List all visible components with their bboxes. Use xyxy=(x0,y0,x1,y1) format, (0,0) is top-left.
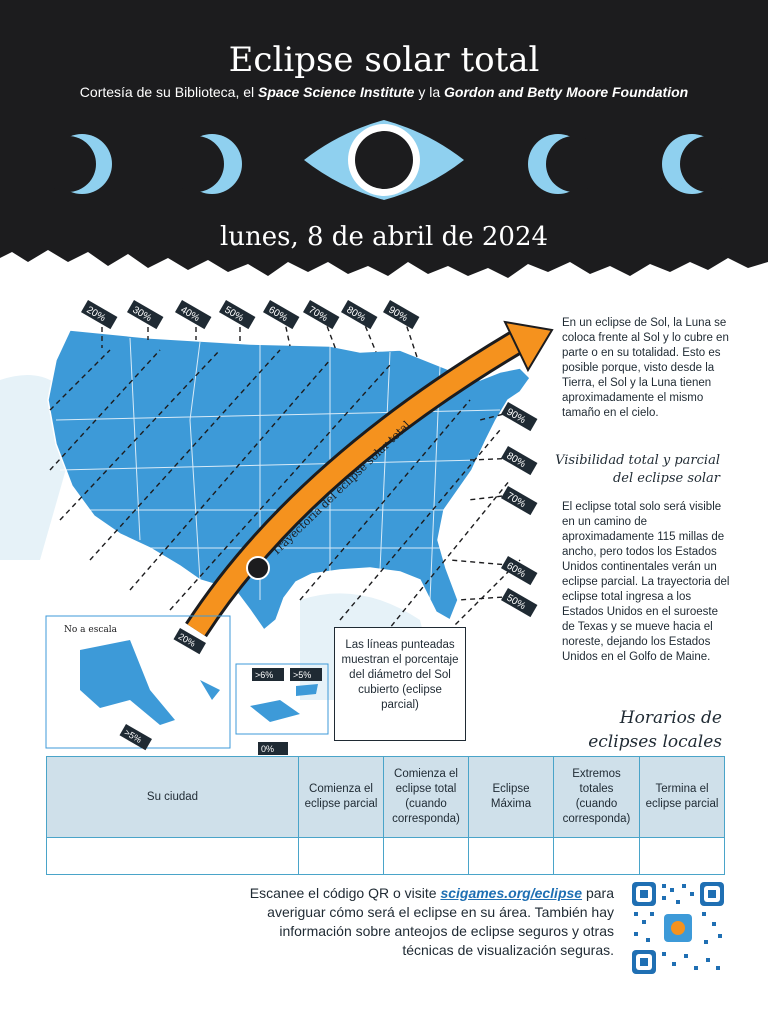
visibility-paragraph: El eclipse total solo será visible en un camino de aproximadamente 115 millas de ancho, pero todos los Estados Unidos continentales verán un eclipse parcial. La trayectoria del eclipse total ingresa a los Estados Unidos en el suroeste de Texas y se mueve hacia el noreste, dejando los Estados Unidos en el Golfo de Maine. xyxy=(562,501,730,663)
percent-tag: 80% xyxy=(344,304,368,325)
percent-tag: 20% xyxy=(176,631,198,649)
total-start-cell[interactable] xyxy=(384,838,469,875)
column-header-total-end: Extremos totales (cuando corresponda) xyxy=(554,757,640,838)
maximum-cell[interactable] xyxy=(469,838,554,875)
qr-instructions xyxy=(230,884,614,960)
partial-start-cell[interactable] xyxy=(299,838,384,875)
percent-tag: >5% xyxy=(293,670,312,680)
subtitle-prefix: Cortesía de su Biblioteca, el xyxy=(79,84,255,100)
column-header-city: Su ciudad xyxy=(47,757,299,838)
qr-code[interactable] xyxy=(632,882,724,974)
percent-tag: >5% xyxy=(122,727,144,746)
percent-tag: 90% xyxy=(386,304,410,325)
svg-text:No a escala xyxy=(64,625,118,635)
column-header-partial-start: Comienza el eclipse parcial xyxy=(299,757,384,838)
dashed-lines-note-text: Las líneas punteadas muestran el porcentaje del diámetro del Sol cubierto (eclipse parcial) xyxy=(341,639,459,711)
crescent-moon-icon xyxy=(168,134,242,194)
top-percent-tags xyxy=(81,300,419,329)
subtitle-org-2: Gordon and Betty Moore Foundation xyxy=(444,84,689,100)
intro-paragraph: En un eclipse de Sol, la Luna se coloca frente al Sol y lo cubre en parte o en su totalidad. Esto es posible porque, visto desde la Tierra, el Sol y la Luna tienen aproximadamente el mismo tamaño en el cielo. xyxy=(562,317,729,419)
column-header-maximum: Eclipse Máxima xyxy=(469,757,554,838)
percent-tag: 30% xyxy=(130,304,154,325)
table-header-row xyxy=(47,757,725,838)
subtitle-connector: y la xyxy=(418,84,441,100)
column-header-total-start: Comienza el eclipse total (cuando corresponda) xyxy=(384,757,469,838)
subtitle-org-1: Space Science Institute xyxy=(258,84,415,100)
local-times-table xyxy=(46,756,725,875)
eclipse-date: lunes, 8 de abril de 2024 xyxy=(219,222,549,252)
percent-tag: 60% xyxy=(266,304,290,325)
percent-tag: 80% xyxy=(504,450,528,471)
total-end-cell[interactable] xyxy=(554,838,640,875)
percent-tag: 60% xyxy=(504,560,528,581)
website-link[interactable]: scigames.org/eclipse xyxy=(440,885,583,901)
no-scale-label: No a escala xyxy=(64,625,117,635)
qr-text-rest: para averiguar cómo será el eclipse en su área. También hay información sobre anteojos de eclipse seguros y otras técnicas de visualización seguras. xyxy=(267,885,614,958)
percent-tag: 50% xyxy=(222,304,246,325)
percent-tag: 70% xyxy=(504,490,528,511)
crescent-moon-icon xyxy=(662,134,736,194)
us-eclipse-map xyxy=(0,280,560,760)
local-times-heading: Horarios de eclipses locales xyxy=(588,708,722,752)
percent-tag: 70% xyxy=(306,304,330,325)
column-header-partial-end: Termina el eclipse parcial xyxy=(640,757,725,838)
crescent-moon-icon xyxy=(40,134,112,194)
percent-tag: 20% xyxy=(84,304,108,325)
percent-tag: 50% xyxy=(504,592,528,613)
qr-text-prefix: Escanee el código QR o visite xyxy=(249,885,437,901)
subtitle xyxy=(0,84,768,100)
table-row xyxy=(47,838,725,875)
percent-tag: 0% xyxy=(261,744,275,754)
header-banner xyxy=(0,0,768,300)
page-title: Eclipse solar total xyxy=(228,40,540,80)
visibility-heading: Visibilidad total y parcial del eclipse solar xyxy=(555,453,720,486)
city-cell[interactable] xyxy=(47,838,299,875)
dashed-lines-note xyxy=(334,627,466,741)
crescent-moon-icon xyxy=(528,134,602,194)
percent-tag: 40% xyxy=(178,304,202,325)
right-percent-tags xyxy=(501,402,537,617)
percent-tag: 90% xyxy=(504,406,528,427)
percent-tag: >6% xyxy=(255,670,274,680)
partial-end-cell[interactable] xyxy=(640,838,725,875)
totality-path-label: Trayectoria del eclipse solar total xyxy=(269,418,413,559)
